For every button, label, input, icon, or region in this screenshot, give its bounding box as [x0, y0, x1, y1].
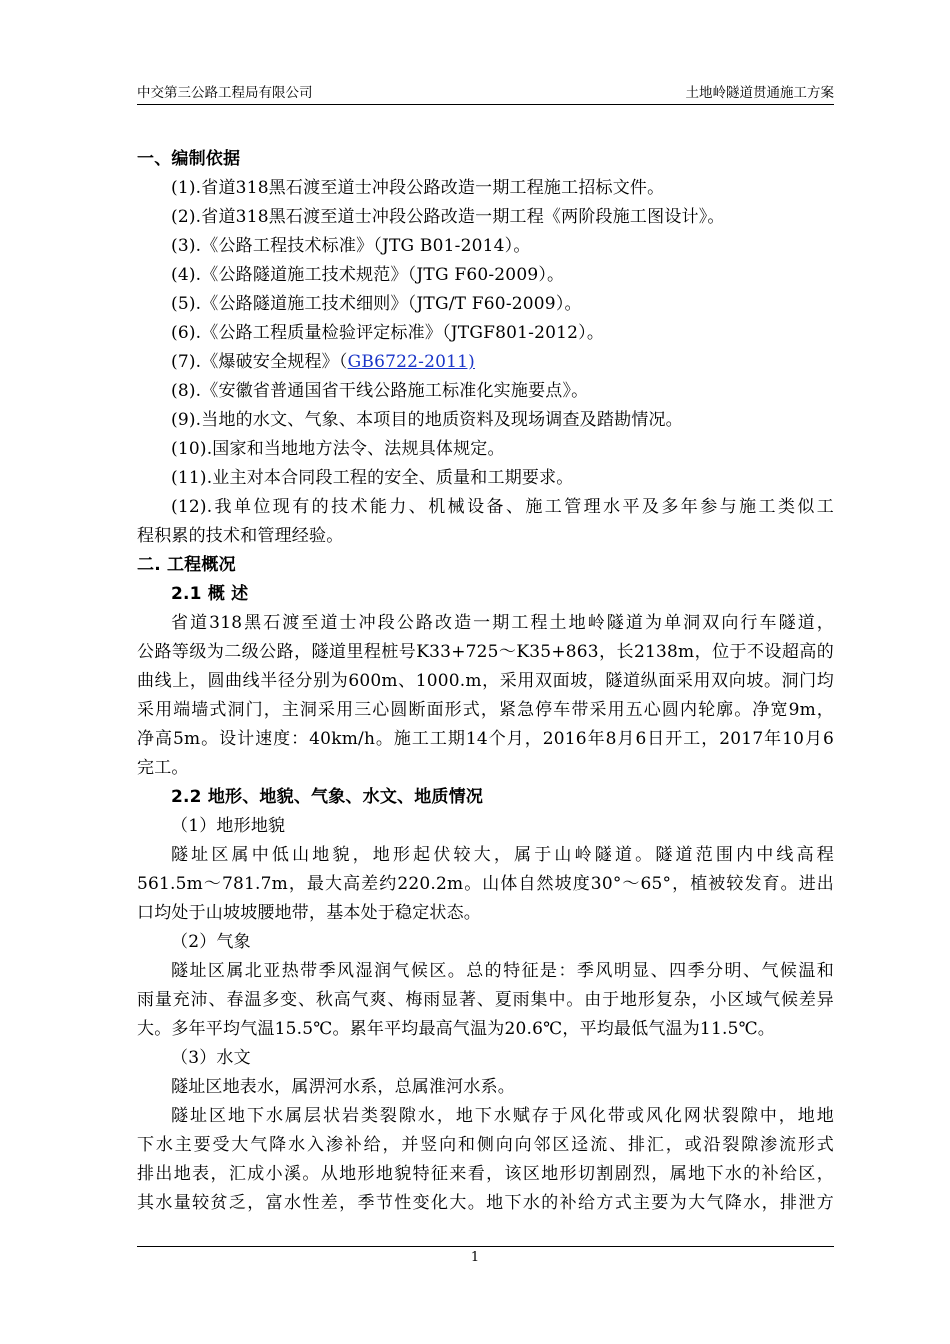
basis-item-2: (2).省道318黑石渡至道士冲段公路改造一期工程《两阶段施工图设计》。: [171, 207, 725, 227]
basis-item-6: (6).《公路工程质量检验评定标准》（JTGF801-2012）。: [171, 323, 605, 343]
terrain-line-1: 隧址区属中低山地貌，地形起伏较大，属于山岭隧道。隧道范围内中线高程: [171, 845, 834, 865]
basis-item-1: (1).省道318黑石渡至道士冲段公路改造一期工程施工招标文件。: [171, 178, 665, 198]
overview-line-5: 净高5m。设计速度：40km/h。施工工期14个月，2016年8月6日开工，2017年10月6: [137, 729, 834, 749]
basis-item-10: (10).国家和当地地方法令、法规具体规定。: [171, 439, 505, 459]
basis-item-8: (8).《安徽省普通国省干线公路施工标准化实施要点》。: [171, 381, 589, 401]
terrain-line-2: 561.5m～781.7m，最大高差约220.2m。山体自然坡度30°～65°，植被较发育。进出: [137, 874, 834, 894]
terrain-subheading: （1）地形地貌: [171, 816, 286, 836]
hydrology-subheading: （3）水文: [171, 1048, 251, 1068]
hydrology-surface-water: 隧址区地表水，属淠河水系，总属淮河水系。: [171, 1077, 515, 1097]
section-1-heading: 一、编制依据: [137, 149, 241, 169]
basis-item-9: (9).当地的水文、气象、本项目的地质资料及现场调查及踏勘情况。: [171, 410, 683, 430]
overview-line-4: 采用端墙式洞门，主洞采用三心圆断面形式，紧急停车带采用五心圆内轮廓。净宽9m，: [137, 700, 834, 720]
climate-line-2: 雨量充沛、春温多变、秋高气爽、梅雨显著、夏雨集中。由于地形复杂，小区域气候差异: [137, 990, 834, 1010]
standard-link[interactable]: GB6722-2011): [347, 352, 475, 372]
footer-rule: [137, 1246, 834, 1247]
hydrology-line-4: 其水量较贫乏，富水性差，季节性变化大。地下水的补给方式主要为大气降水，排泄方: [137, 1193, 834, 1213]
page-number: 1: [470, 1250, 480, 1265]
section-2-heading: 二. 工程概况: [137, 555, 236, 575]
section-2-2-heading: 2.2 地形、地貌、气象、水文、地质情况: [171, 787, 484, 807]
basis-item-12-line-1: (12).我单位现有的技术能力、机械设备、施工管理水平及多年参与施工类似工: [171, 497, 834, 517]
terrain-line-3: 口均处于山坡坡腰地带，基本处于稳定状态。: [137, 903, 481, 923]
hydrology-line-1: 隧址区地下水属层状岩类裂隙水，地下水赋存于风化带或风化网状裂隙中，地地: [171, 1106, 834, 1126]
basis-item-7: [137, 348, 834, 377]
header-document-title: 土地岭隧道贯通施工方案: [685, 85, 834, 101]
climate-line-1: 隧址区属北亚热带季风湿润气候区。总的特征是：季风明显、四季分明、气候温和: [171, 961, 834, 981]
basis-item-4: (4).《公路隧道施工技术规范》（JTG F60-2009）。: [171, 265, 565, 285]
basis-item-7-text: (7).《爆破安全规程》（: [171, 352, 348, 372]
overview-line-1: 省道318黑石渡至道士冲段公路改造一期工程土地岭隧道为单洞双向行车隧道，: [171, 613, 834, 633]
overview-line-3: 曲线上，圆曲线半径分别为600m、1000.m，采用双面坡，隧道纵面采用双向坡。洞门均: [137, 671, 834, 691]
document-body: [137, 145, 834, 1218]
hydrology-line-3: 排出地表，汇成小溪。从地形地貌特征来看，该区地形切割剧烈，属地下水的补给区，: [137, 1164, 834, 1184]
basis-item-12-line-2: 程积累的技术和管理经验。: [137, 526, 344, 546]
overview-line-2: 公路等级为二级公路，隧道里程桩号K33+725～K35+863，长2138m，位于不设超高的: [137, 642, 834, 662]
basis-item-5: (5).《公路隧道施工技术细则》（JTG/T F60-2009）。: [171, 294, 582, 314]
hydrology-line-2: 下水主要受大气降水入渗补给，并竖向和侧向向邻区迳流、排汇，或沿裂隙渗流形式: [137, 1135, 834, 1155]
header-company: 中交第三公路工程局有限公司: [137, 85, 313, 101]
section-2-1-heading: 2.1 概 述: [171, 584, 249, 604]
header-rule: [137, 104, 834, 105]
climate-subheading: （2）气象: [171, 932, 251, 952]
basis-item-3: (3).《公路工程技术标准》（JTG B01-2014）。: [171, 236, 531, 256]
basis-item-11: (11).业主对本合同段工程的安全、质量和工期要求。: [171, 468, 574, 488]
overview-line-6: 完工。: [137, 758, 189, 778]
climate-line-3: 大。多年平均气温15.5℃。累年平均最高气温为20.6℃，平均最低气温为11.5℃。: [137, 1019, 776, 1039]
